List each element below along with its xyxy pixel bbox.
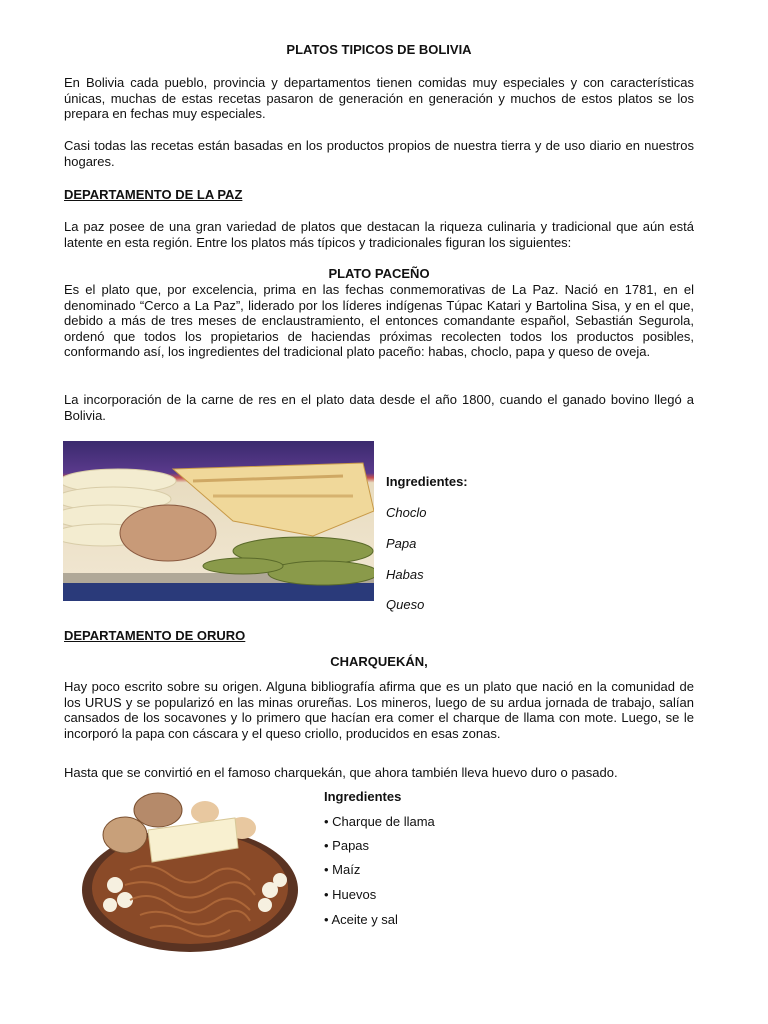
ingredients-heading-label: Ingredientes [386,474,464,489]
ingredients-heading-colon: : [463,474,468,489]
plato-paceno-paragraph-2: La incorporación de la carne de res en el plato data desde el año 1800, cuando el ganado bovino llegó a Bolivia. [64,392,694,423]
ingredient-item: • Papas [324,838,370,853]
ingredient-item: Papa [386,536,417,551]
page-title: PLATOS TIPICOS DE BOLIVIA [286,42,472,57]
intro-paragraph-1: En Bolivia cada pueblo, provincia y departamentos tienen comidas muy especiales y con características únicas, muchas de estas recetas pasaron de generación en generación y muchos de estos platos se los prepara en fechas muy especiales. [64,75,694,121]
dish-title-charquekan: CHARQUEKÁN, [330,654,428,669]
plato-paceno-illustration [63,441,374,601]
ingredients-heading-charquekan: Ingredientes [324,789,402,804]
ingredients-heading-paceno [386,474,468,489]
ingredient-item: Queso [386,597,425,612]
ingredient-item: Habas [386,567,424,582]
charquekan-paragraph-2: Hasta que se convirtió en el famoso charquekán, que ahora también lleva huevo duro o pasado. [64,765,618,780]
ingredient-item: • Maíz [324,862,361,877]
ingredient-item: • Aceite y sal [324,912,398,927]
plato-paceno-image [63,441,374,601]
ingredient-item: Choclo [386,505,427,520]
charquekan-paragraph-1: Hay poco escrito sobre su origen. Alguna bibliografía afirma que es un plato que nació en la comunidad de los URUS y se popularizó en las minas orureñas. Los mineros, luego de su ardua jornada de trabajo, salían cansados de los socavones y lo primero que hacían era comer el charque de llama con mote. Luego, se le incorporó la papa con cáscara y el queso criollo, producidos en esas zonas. [64,679,694,741]
ingredient-item: • Huevos [324,887,377,902]
la-paz-paragraph: La paz posee de una gran variedad de platos que destacan la riqueza culinaria y tradicional que aún está latente en esta región. Entre los platos más típicos y tradicionales figuran los siguientes: [64,219,694,250]
section-heading-oruro: DEPARTAMENTO DE ORURO [64,628,246,643]
charquekan-image [70,790,312,960]
plato-paceno-paragraph-1: Es el plato que, por excelencia, prima en las fechas conmemorativas de La Paz. Nació en 1781, en el denominado “Cerco a La Paz”, liderado por los líderes indígenas Túpac Katari y Bartolina Sisa, y en el que, debido a más de tres meses de enclaustramiento, el entonces comandante español, Sebastián Segurola, ordenó que todos los propietarios de haciendas próximas recolecten todos los productos posibles, conformando así, los ingredientes del tradicional plato paceño: habas, choclo, papa y queso de oveja. [64,282,694,359]
intro-paragraph-2: Casi todas las recetas están basadas en los productos propios de nuestra tierra y de uso diario en nuestros hogares. [64,138,694,169]
dish-title-plato-paceno: PLATO PACEÑO [328,266,430,281]
ingredient-item: • Charque de llama [324,814,435,829]
charquekan-illustration [70,790,312,960]
section-heading-la-paz: DEPARTAMENTO DE LA PAZ [64,187,243,202]
